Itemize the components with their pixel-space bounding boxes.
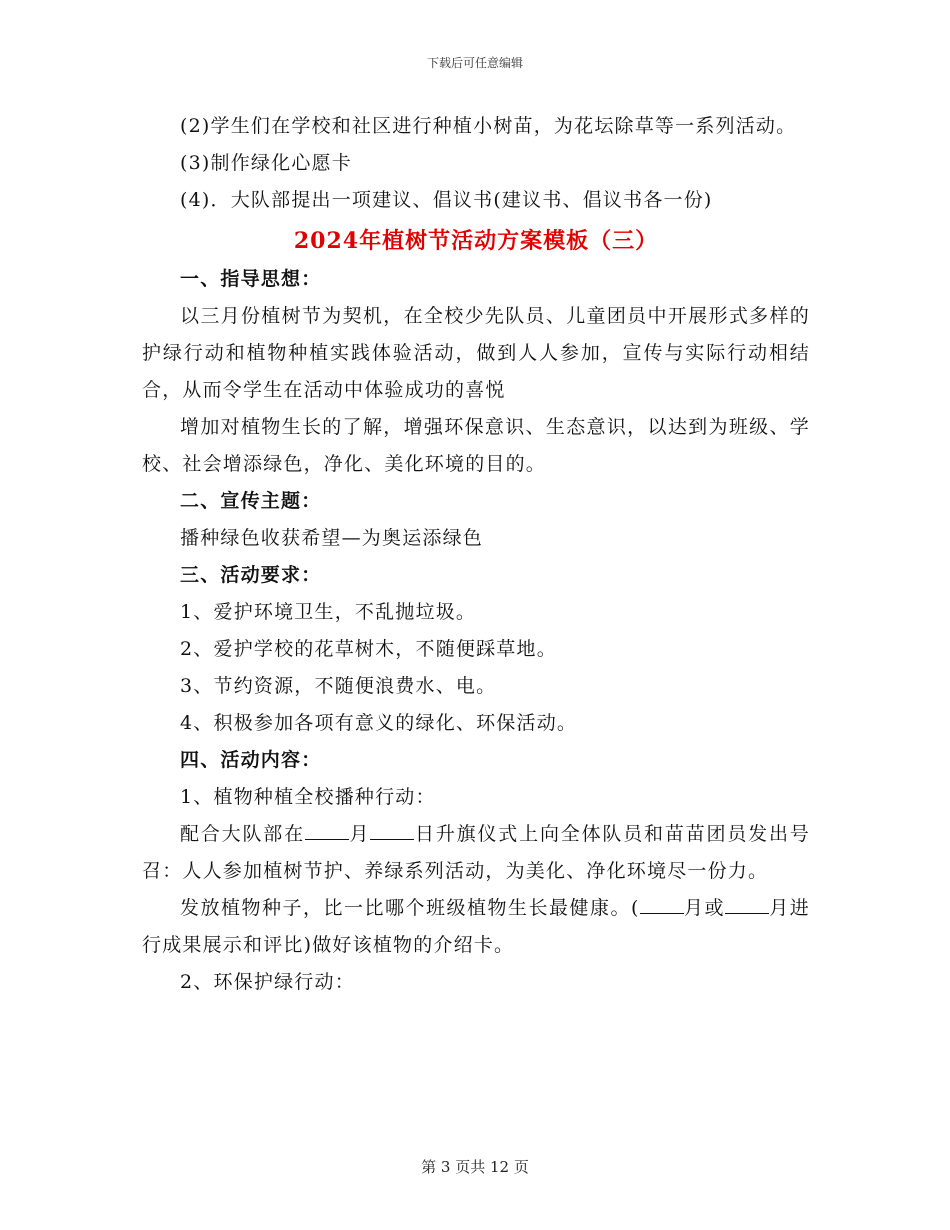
fill-blank xyxy=(640,895,684,914)
activity-paragraph-2 xyxy=(142,890,810,964)
section-heading-1: 一、指导思想： xyxy=(180,268,322,290)
section-heading-3: 三、活动要求： xyxy=(180,564,322,586)
text-segment: 日升旗仪式上向全体队员和苗苗团员发出号召：人人参加植树节护、养绿系列活动，为美化、净化环境尽一份力。 xyxy=(142,823,811,882)
section-1-paragraph-2: 增加对植物生长的了解，增强环保意识、生态意识，以达到为班级、学校、社会增添绿色，净化、美化环境的目的。 xyxy=(142,416,810,475)
page-header: 下载后可任意编辑 xyxy=(426,56,523,70)
document-title: 2024年植树节活动方案模板（三） xyxy=(293,228,659,254)
activity-subheading-1: 1、植物种植全校播种行动： xyxy=(180,786,436,808)
requirement-item-3: 3、节约资源，不随便浪费水、电。 xyxy=(180,675,497,697)
text-segment: 配合大队部在 xyxy=(180,823,305,845)
activity-paragraph-1 xyxy=(142,816,810,890)
fill-blank xyxy=(725,895,769,914)
text-segment: 月进行成果展示和评比)做好该植物的介绍卡。 xyxy=(142,897,811,956)
requirement-item-1: 1、爱护环境卫生，不乱抛垃圾。 xyxy=(180,601,477,623)
requirement-item-2: 2、爱护学校的花草树木，不随便踩草地。 xyxy=(180,638,557,660)
section-heading-4: 四、活动内容： xyxy=(180,749,322,771)
text-segment: 发放植物种子，比一比哪个班级植物生长最健康。( xyxy=(180,897,640,919)
paragraph-item-4: (4)．大队部提出一项建议、倡议书(建议书、倡议书各一份) xyxy=(180,189,713,211)
fill-blank xyxy=(305,821,349,840)
activity-subheading-2: 2、环保护绿行动： xyxy=(180,971,355,993)
section-heading-2: 二、宣传主题： xyxy=(180,490,322,512)
section-2-paragraph-1: 播种绿色收获希望—为奥运添绿色 xyxy=(180,527,484,549)
text-segment: 月或 xyxy=(683,897,725,919)
document-body xyxy=(142,108,810,1001)
text-segment: 月 xyxy=(348,823,371,845)
fill-blank xyxy=(370,821,414,840)
requirement-item-4: 4、积极参加各项有意义的绿化、环保活动。 xyxy=(180,712,578,734)
section-1-paragraph-1: 以三月份植树节为契机，在全校少先队员、儿童团员中开展形式多样的护绿行动和植物种植实践体验活动，做到人人参加，宣传与实际行动相结合，从而令学生在活动中体验成功的喜悦 xyxy=(142,305,810,401)
page-footer: 第 3 页共 12 页 xyxy=(421,1158,529,1176)
paragraph-item-3: (3)制作绿化心愿卡 xyxy=(180,152,352,174)
paragraph-item-2: (2)学生们在学校和社区进行种植小树苗，为花坛除草等一系列活动。 xyxy=(180,115,797,137)
